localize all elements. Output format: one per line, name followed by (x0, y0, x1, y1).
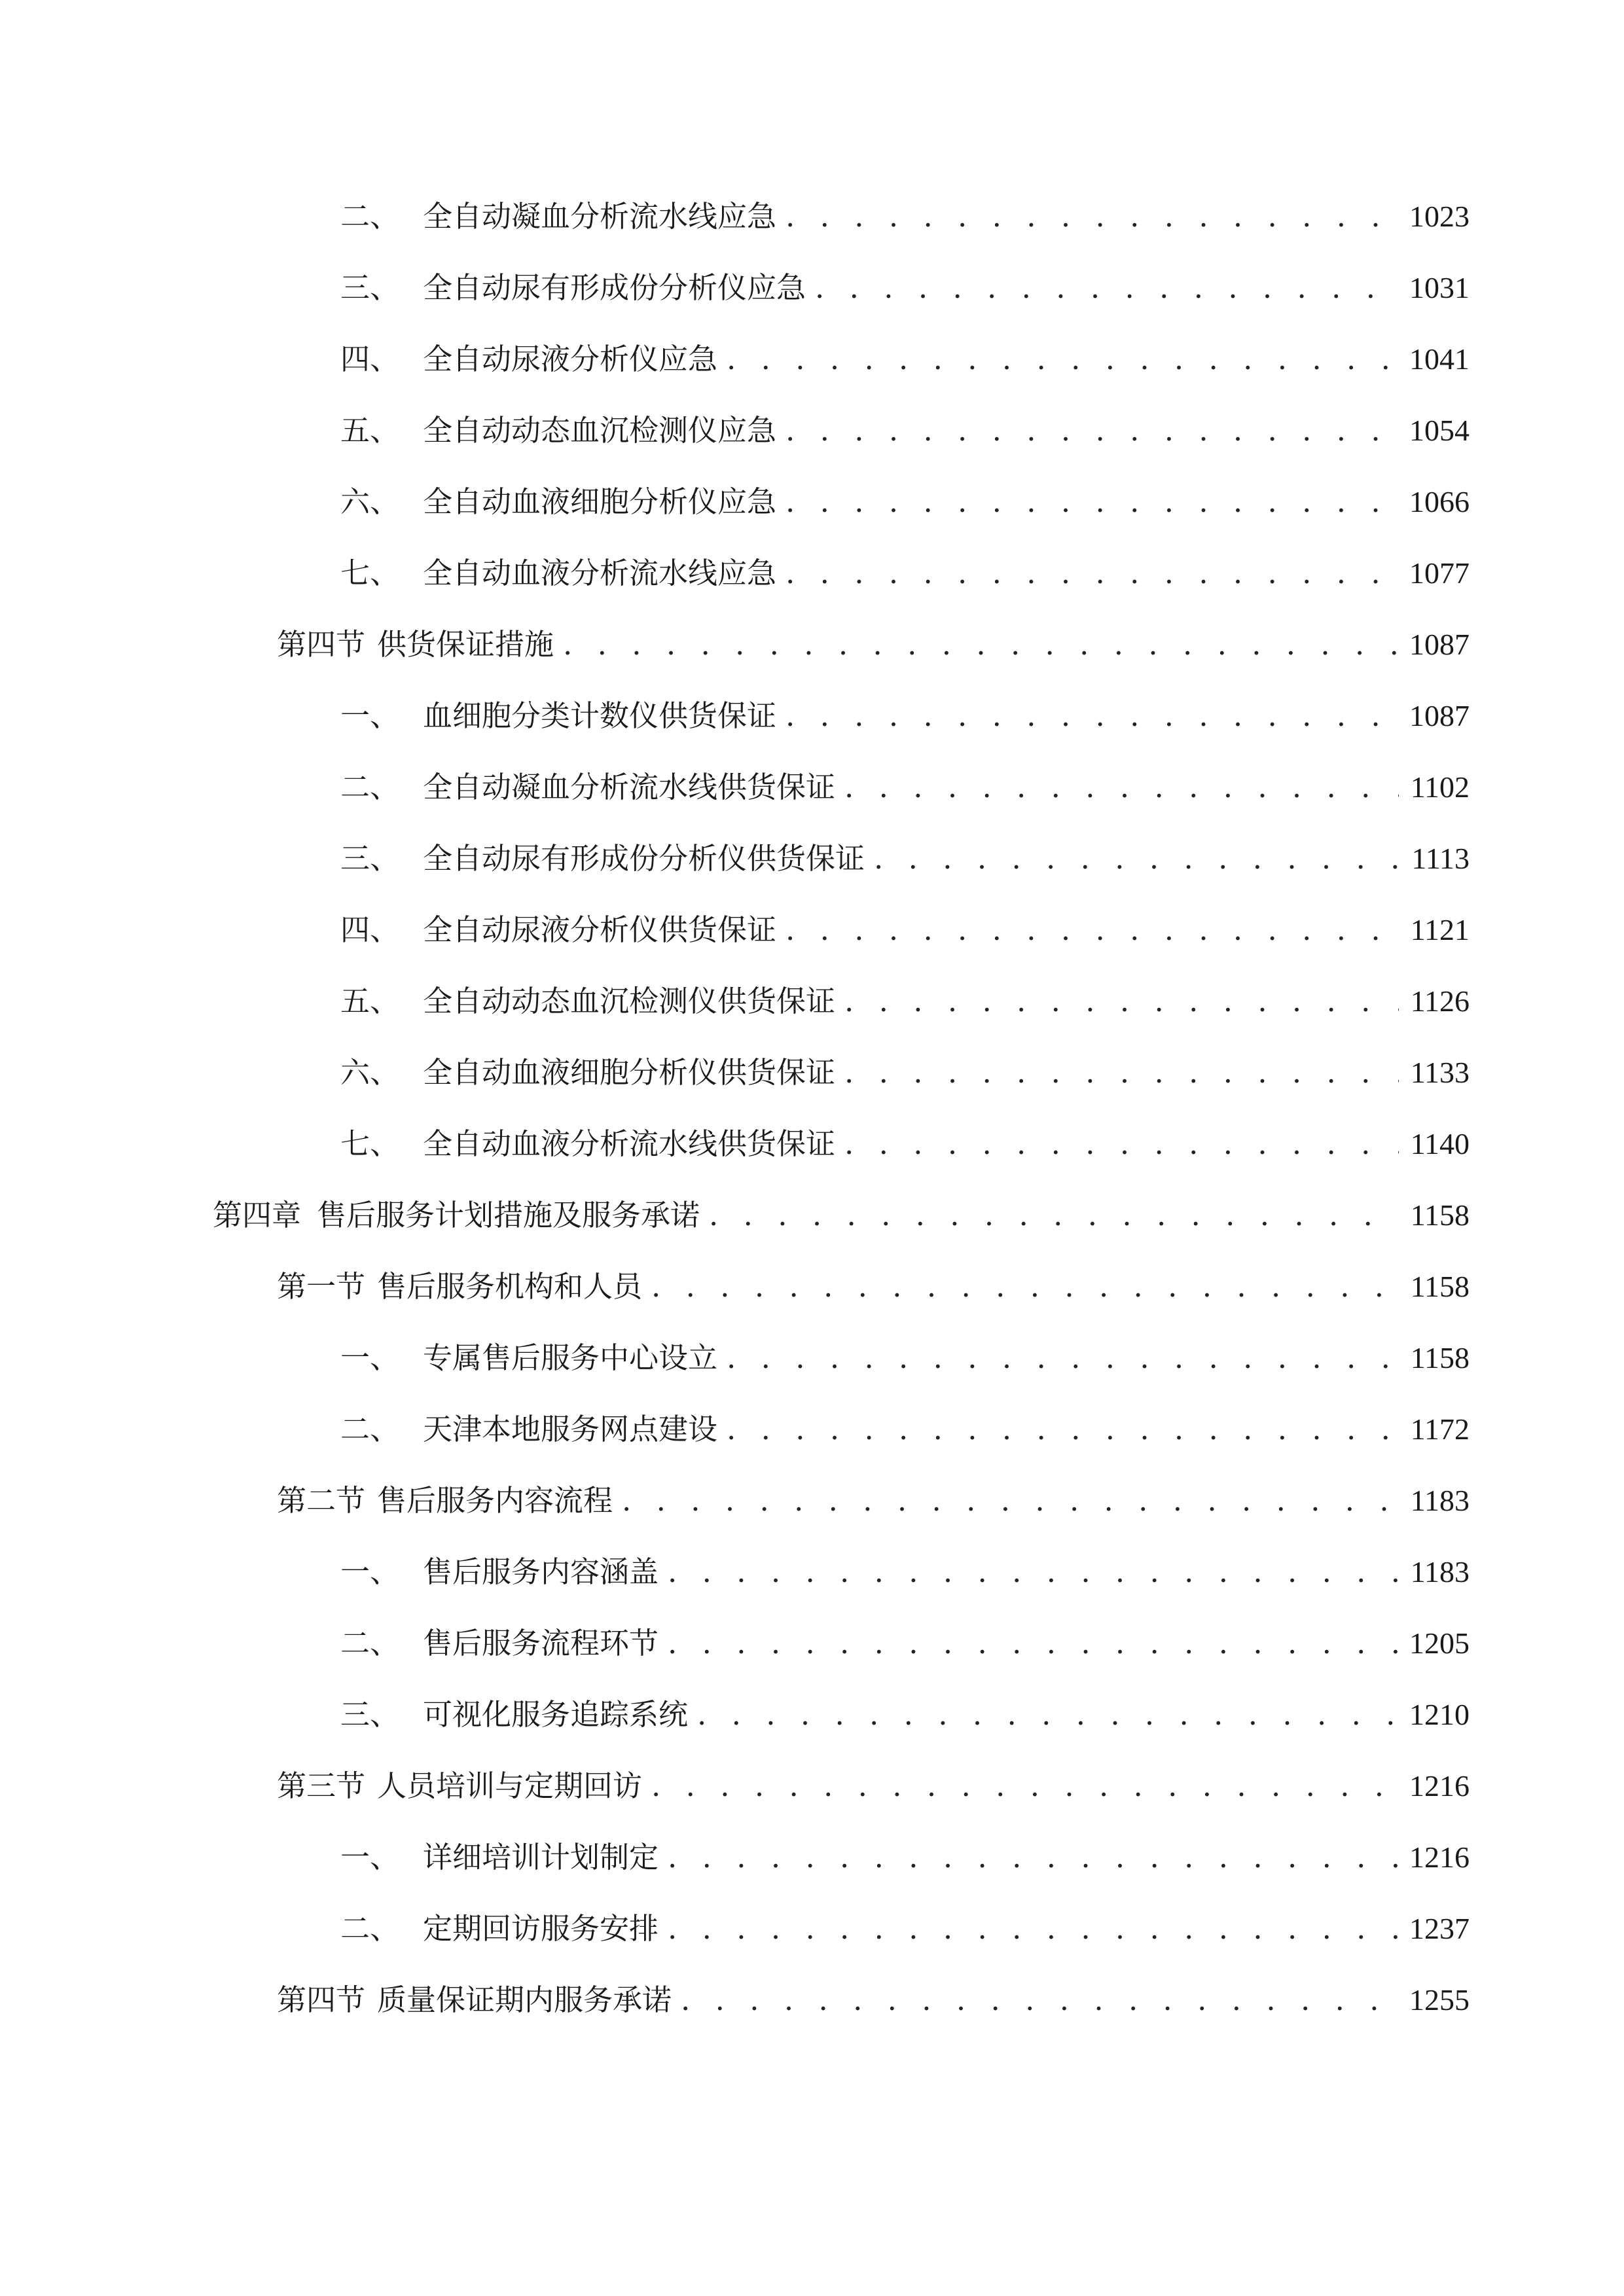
toc-entry-number: 六、 (340, 484, 400, 519)
toc-entry[interactable] (340, 1903, 1470, 1955)
toc-entry-title: 全自动凝血分析流水线应急 (423, 199, 777, 234)
toc-entry-number: 六、 (340, 1055, 400, 1090)
toc-dot-leader (668, 1903, 1398, 1955)
toc-entry-number: 二、 (340, 1626, 400, 1660)
toc-entry-title: 售后服务计划措施及服务承诺 (317, 1198, 700, 1232)
toc-entry[interactable] (340, 333, 1470, 386)
toc-dot-leader (844, 975, 1399, 1028)
toc-entry[interactable] (340, 833, 1470, 885)
toc-entry[interactable] (340, 404, 1470, 457)
toc-entry-title: 专属售后服务中心设立 (423, 1340, 718, 1375)
toc-entry-page: 1054 (1409, 414, 1470, 447)
toc-entry[interactable] (340, 262, 1470, 314)
toc-entry-number: 二、 (340, 1911, 400, 1946)
toc-entry-title: 全自动尿液分析仪供货保证 (423, 912, 777, 947)
toc-entry-number: 二、 (340, 770, 400, 804)
toc-entry-page: 1087 (1409, 699, 1470, 732)
toc-entry[interactable] (340, 1118, 1470, 1170)
toc-entry-title: 售后服务内容流程 (377, 1483, 613, 1518)
toc-entry-number: 第四节 (277, 1982, 366, 2017)
toc-entry-number: 第一节 (277, 1269, 366, 1304)
toc-entry-number: 第三节 (277, 1768, 366, 1803)
toc-entry-number: 一、 (340, 1554, 400, 1589)
toc-entry-page: 1183 (1410, 1555, 1470, 1588)
toc-entry-number: 二、 (340, 1412, 400, 1446)
toc-section-entry[interactable] (277, 1760, 1470, 1812)
toc-entry-page: 1077 (1409, 556, 1470, 590)
toc-entry[interactable] (340, 547, 1470, 600)
toc-section-entry[interactable] (277, 1974, 1470, 2026)
toc-entry-page: 1121 (1410, 913, 1470, 946)
toc-entry-page: 1216 (1409, 1840, 1470, 1874)
toc-entry-page: 1216 (1409, 1769, 1470, 1803)
toc-entry-title: 全自动凝血分析流水线供货保证 (423, 770, 836, 804)
toc-entry-page: 1183 (1410, 1484, 1470, 1517)
toc-entry[interactable] (340, 690, 1470, 742)
toc-dot-leader (697, 1689, 1398, 1741)
toc-entry-title: 人员培训与定期回访 (377, 1768, 643, 1803)
toc-dot-leader (727, 1403, 1399, 1456)
toc-entry-page: 1113 (1411, 842, 1470, 875)
toc-dot-leader (815, 262, 1398, 314)
toc-entry-number: 三、 (340, 841, 400, 876)
toc-dot-leader (844, 1047, 1399, 1099)
toc-entry-page: 1066 (1409, 485, 1470, 518)
toc-entry[interactable] (340, 761, 1470, 814)
toc-entry-title: 全自动尿液分析仪应急 (423, 342, 718, 376)
toc-entry[interactable] (340, 1546, 1470, 1598)
toc-entry-number: 三、 (340, 1697, 400, 1732)
toc-entry-title: 血细胞分类计数仪供货保证 (423, 698, 777, 733)
toc-dot-leader (709, 1189, 1399, 1242)
toc-dot-leader (874, 833, 1399, 885)
toc-dot-leader (622, 1475, 1399, 1527)
toc-entry[interactable] (340, 1332, 1470, 1384)
toc-entry-page: 1031 (1409, 271, 1470, 304)
toc-dot-leader (844, 1118, 1399, 1170)
toc-entry-page: 1205 (1409, 1626, 1470, 1660)
toc-entry-title: 供货保证措施 (377, 627, 554, 662)
toc-entry-number: 第二节 (277, 1483, 366, 1518)
toc-entry-number: 一、 (340, 698, 400, 733)
toc-entry-title: 定期回访服务安排 (423, 1911, 659, 1946)
toc-entry-title: 全自动动态血沉检测仪应急 (423, 413, 777, 448)
toc-dot-leader (785, 690, 1398, 742)
toc-entry-title: 全自动血液分析流水线供货保证 (423, 1126, 836, 1161)
toc-entry-title: 质量保证期内服务承诺 (377, 1982, 672, 2017)
toc-entry-title: 详细培训计划制定 (423, 1840, 659, 1874)
toc-entry-number: 二、 (340, 199, 400, 234)
toc-section-entry[interactable] (277, 619, 1470, 671)
toc-entry-number: 三、 (340, 270, 400, 305)
toc-entry-title: 可视化服务追踪系统 (423, 1697, 689, 1732)
toc-entry-number: 五、 (340, 984, 400, 1018)
toc-entry[interactable] (340, 975, 1470, 1028)
toc-entry-title: 售后服务流程环节 (423, 1626, 659, 1660)
toc-entry-page: 1158 (1410, 1341, 1470, 1374)
toc-entry-title: 全自动血液细胞分析仪应急 (423, 484, 777, 519)
toc-entry-title: 全自动动态血沉检测仪供货保证 (423, 984, 836, 1018)
toc-section-entry[interactable] (277, 1261, 1470, 1313)
toc-dot-leader (681, 1974, 1398, 2026)
toc-entry-page: 1023 (1409, 200, 1470, 233)
toc-entry[interactable] (340, 1047, 1470, 1099)
toc-entry-page: 1133 (1410, 1056, 1470, 1089)
toc-entry-number: 七、 (340, 556, 400, 590)
toc-entry-number: 七、 (340, 1126, 400, 1161)
toc-entry-title: 全自动尿有形成份分析仪供货保证 (423, 841, 865, 876)
toc-entry-title: 全自动血液分析流水线应急 (423, 556, 777, 590)
toc-entry-page: 1255 (1409, 1983, 1470, 2017)
toc-entry-page: 1041 (1409, 342, 1470, 376)
toc-entry-number: 第四章 (213, 1198, 302, 1232)
toc-entry-number: 五、 (340, 413, 400, 448)
toc-entry-page: 1087 (1409, 628, 1470, 661)
toc-entry-page: 1102 (1410, 770, 1470, 804)
toc-entry-page: 1158 (1410, 1198, 1470, 1232)
toc-entry[interactable] (340, 1689, 1470, 1741)
toc-entry-title: 全自动尿有形成份分析仪应急 (423, 270, 806, 305)
toc-dot-leader (668, 1546, 1399, 1598)
toc-dot-leader (668, 1831, 1398, 1884)
toc-entry[interactable] (340, 1403, 1470, 1456)
toc-entry-number: 一、 (340, 1340, 400, 1375)
toc-dot-leader (651, 1261, 1399, 1313)
toc-entry-number: 第四节 (277, 627, 366, 662)
toc-dot-leader (844, 761, 1399, 814)
toc-dot-leader (668, 1617, 1398, 1670)
toc-entry[interactable] (340, 1831, 1470, 1884)
toc-dot-leader (727, 333, 1398, 386)
toc-entry-number: 四、 (340, 912, 400, 947)
toc-dot-leader (785, 190, 1398, 243)
toc-entry-number: 一、 (340, 1840, 400, 1874)
toc-entry[interactable] (340, 476, 1470, 528)
toc-dot-leader (727, 1332, 1399, 1384)
toc-entry-page: 1237 (1409, 1912, 1470, 1945)
toc-entry[interactable] (340, 1617, 1470, 1670)
toc-entry-number: 四、 (340, 342, 400, 376)
toc-entry[interactable] (340, 190, 1470, 243)
toc-dot-leader (785, 404, 1398, 457)
toc-entry-page: 1140 (1410, 1127, 1470, 1160)
toc-dot-leader (651, 1760, 1398, 1812)
toc-entry-page: 1126 (1410, 984, 1470, 1018)
toc-dot-leader (563, 619, 1398, 671)
toc-dot-leader (785, 904, 1399, 956)
toc-chapter-entry[interactable] (213, 1189, 1470, 1242)
toc-entry-page: 1158 (1410, 1270, 1470, 1303)
toc-entry-title: 售后服务机构和人员 (377, 1269, 643, 1304)
toc-entry-page: 1172 (1410, 1412, 1470, 1446)
toc-dot-leader (785, 547, 1398, 600)
toc-dot-leader (785, 476, 1398, 528)
toc-section-entry[interactable] (277, 1475, 1470, 1527)
toc-entry-title: 天津本地服务网点建设 (423, 1412, 718, 1446)
toc-entry-page: 1210 (1409, 1698, 1470, 1731)
toc-entry[interactable] (340, 904, 1470, 956)
toc-entry-title: 售后服务内容涵盖 (423, 1554, 659, 1589)
toc-entry-title: 全自动血液细胞分析仪供货保证 (423, 1055, 836, 1090)
